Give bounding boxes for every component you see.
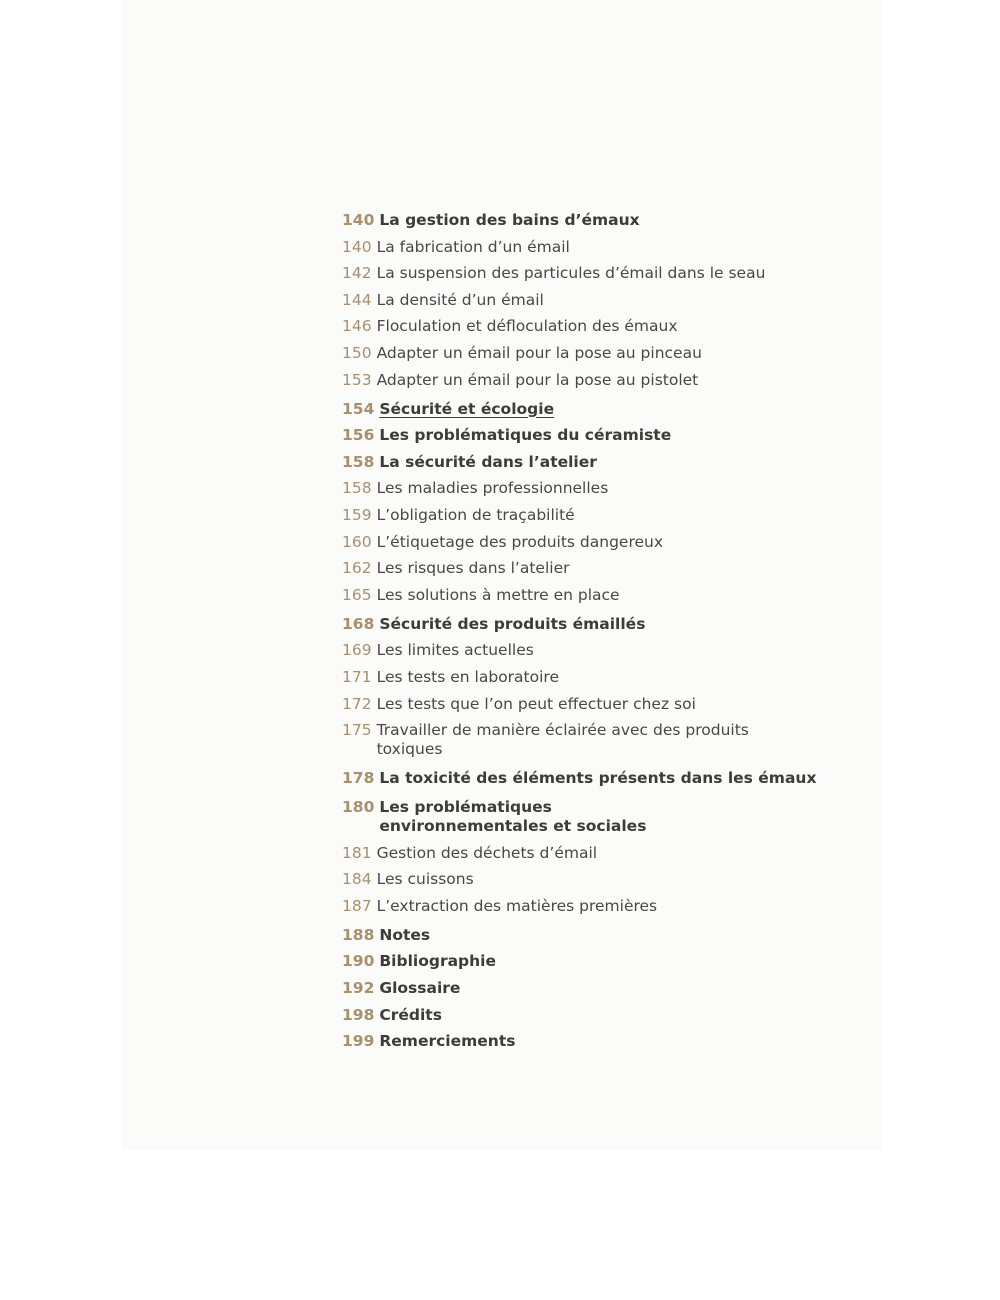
toc-title: La fabrication d’un émail bbox=[376, 237, 570, 256]
toc-title: Floculation et défloculation des émaux bbox=[376, 317, 678, 336]
toc-page-number: 153 bbox=[342, 370, 372, 389]
toc-title: La gestion des bains d’émaux bbox=[379, 211, 640, 229]
toc-page-number: 159 bbox=[342, 505, 372, 524]
toc-title: L’extraction des matières premières bbox=[376, 896, 658, 915]
toc-entry bbox=[342, 344, 812, 363]
table-of-contents bbox=[342, 211, 817, 1059]
toc-entry bbox=[342, 668, 812, 687]
toc-entry bbox=[342, 615, 812, 634]
toc-title: La sécurité dans l’atelier bbox=[379, 452, 597, 471]
toc-title: Glossaire bbox=[379, 979, 461, 998]
toc-entry bbox=[342, 211, 812, 230]
toc-page-number: 180 bbox=[342, 798, 375, 817]
toc-page-number: 165 bbox=[342, 585, 372, 604]
toc-title: Travailler de manière éclairée avec des produits toxiques bbox=[376, 721, 749, 759]
toc-page-number: 142 bbox=[342, 264, 372, 283]
toc-entry bbox=[342, 870, 812, 889]
toc-title: Les solutions à mettre en place bbox=[376, 585, 620, 604]
toc-title: Les cuissons bbox=[376, 870, 474, 889]
toc-page-number: 199 bbox=[342, 1032, 375, 1051]
toc-entry bbox=[342, 264, 812, 283]
toc-entry bbox=[342, 926, 812, 945]
toc-entry bbox=[342, 506, 812, 525]
toc-title: Adapter un émail pour la pose au pistolet bbox=[376, 370, 699, 389]
toc-entry bbox=[342, 426, 812, 445]
toc-page-number: 187 bbox=[342, 896, 372, 915]
toc-entry bbox=[342, 695, 812, 714]
toc-title: Les tests que l’on peut effectuer chez soi bbox=[376, 694, 696, 713]
toc-title: La densité d’un émail bbox=[376, 290, 544, 309]
toc-entry bbox=[342, 291, 812, 310]
toc-title: Sécurité des produits émaillés bbox=[379, 614, 646, 633]
toc-entry bbox=[342, 317, 812, 336]
toc-page-number: 188 bbox=[342, 925, 375, 944]
toc-entry bbox=[342, 952, 812, 971]
toc-entry bbox=[342, 238, 812, 257]
toc-title: L’obligation de traçabilité bbox=[376, 505, 575, 524]
toc-title: Bibliographie bbox=[379, 952, 497, 971]
toc-title: Les problématiques environnementales et sociales bbox=[379, 798, 647, 836]
toc-page-number: 146 bbox=[342, 317, 372, 336]
toc-entry bbox=[342, 1006, 812, 1025]
toc-page-number: 144 bbox=[342, 290, 372, 309]
toc-entry bbox=[342, 479, 812, 498]
toc-entry bbox=[342, 533, 812, 552]
toc-page-number: 162 bbox=[342, 559, 372, 578]
toc-title: Adapter un émail pour la pose au pinceau bbox=[376, 343, 702, 362]
toc-title: Les limites actuelles bbox=[376, 641, 534, 660]
toc-title: Notes bbox=[379, 925, 431, 944]
toc-page-number: 140 bbox=[342, 237, 372, 256]
toc-page-number: 169 bbox=[342, 641, 372, 660]
toc-page-number: 190 bbox=[342, 952, 375, 971]
toc-title: Remerciements bbox=[379, 1032, 516, 1051]
toc-page-number: 178 bbox=[342, 769, 375, 788]
toc-title: Crédits bbox=[379, 1005, 442, 1024]
toc-page-number: 172 bbox=[342, 694, 372, 713]
toc-page-number: 181 bbox=[342, 843, 372, 862]
toc-page-number: 175 bbox=[342, 721, 372, 740]
toc-entry bbox=[342, 844, 812, 863]
toc-title: Gestion des déchets d’émail bbox=[376, 843, 598, 862]
toc-page-number: 158 bbox=[342, 452, 375, 471]
toc-page-number: 192 bbox=[342, 979, 375, 998]
toc-entry bbox=[342, 721, 812, 759]
toc-title: La toxicité des éléments présents dans les émaux bbox=[379, 769, 817, 788]
toc-entry bbox=[342, 979, 812, 998]
toc-page-number: 150 bbox=[342, 343, 372, 362]
toc-entry bbox=[342, 559, 812, 578]
toc-entry bbox=[342, 769, 817, 788]
toc-page-number: 154 bbox=[342, 399, 375, 418]
toc-title: Les maladies professionnelles bbox=[376, 479, 609, 498]
toc-page-number: 160 bbox=[342, 532, 372, 551]
toc-page-number: 168 bbox=[342, 614, 375, 633]
toc-title: Les risques dans l’atelier bbox=[376, 559, 570, 578]
toc-entry bbox=[342, 798, 812, 836]
toc-page-number: 171 bbox=[342, 667, 372, 686]
toc-page-number: 184 bbox=[342, 870, 372, 889]
toc-entry bbox=[342, 586, 812, 605]
toc-entry bbox=[342, 371, 812, 390]
toc-entry bbox=[342, 897, 812, 916]
toc-section-heading bbox=[342, 400, 812, 419]
toc-title: Les tests en laboratoire bbox=[376, 667, 559, 686]
toc-page-number: 140 bbox=[342, 211, 375, 229]
toc-title: Sécurité et écologie bbox=[379, 399, 555, 418]
toc-entry bbox=[342, 1032, 812, 1051]
toc-title: L’étiquetage des produits dangereux bbox=[376, 532, 664, 551]
toc-page-number: 198 bbox=[342, 1005, 375, 1024]
toc-title: La suspension des particules d’émail dans le seau bbox=[376, 264, 766, 283]
toc-page-number: 158 bbox=[342, 479, 372, 498]
toc-page-number: 156 bbox=[342, 426, 375, 445]
toc-entry bbox=[342, 641, 812, 660]
toc-title: Les problématiques du céramiste bbox=[379, 426, 672, 445]
toc-entry bbox=[342, 453, 812, 472]
